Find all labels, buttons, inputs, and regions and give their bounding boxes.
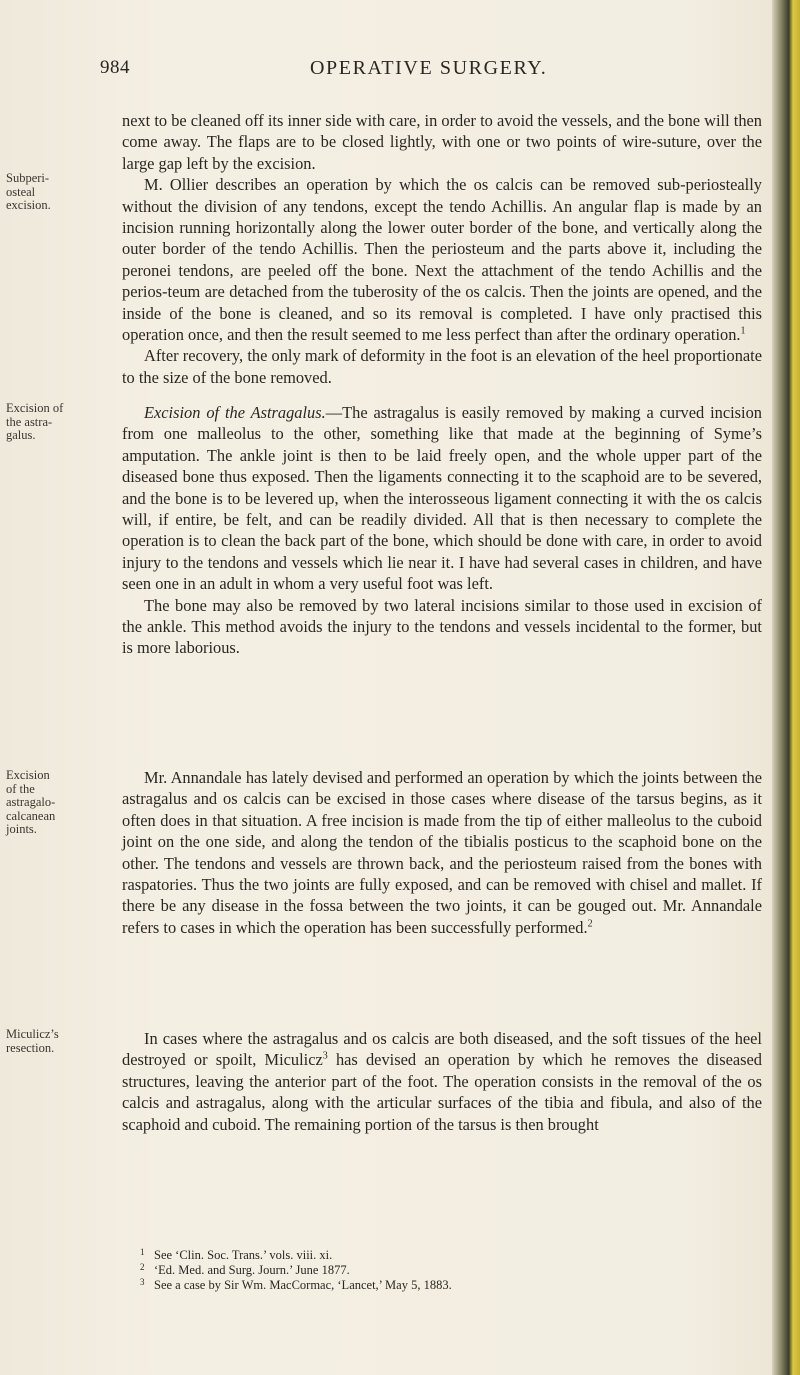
section-annandale	[122, 767, 762, 938]
paragraph: After recovery, the only mark of deformity in the foot is an elevation of the heel proportionate to the size of the bone removed.	[122, 346, 762, 387]
paragraph: The bone may also be removed by two lateral incisions similar to those used in excision of the ankle. This method avoids the injury to the tendons and vessels incidental to the former, but is more laborious.	[122, 595, 762, 658]
section-heading: Excision of the Astragalus.	[144, 403, 326, 422]
paragraph: Excision of the Astragalus.—The astragalus is easily removed by making a curved incision from one malleolus to the other, something like that made at the beginning of Syme’s amputation. The ankle joint is then to be laid freely open, and the whole upper part of the diseased bone thus exposed. Then the ligaments connecting it to the scaphoid are to be severed, and the bone is to be levered up, when the interosseous ligament connecting it with the os calcis will, if entire, be felt, and can be readily divided. All that is then necessary to complete the operation is to clean the back part of the bone, which should be done with care, in order to avoid injury to the tendons and vessels which lie near it. I have had several cases in children, and have seen one in an adult in whom a very useful foot was left.	[122, 403, 763, 594]
footnote-ref: 1	[740, 325, 746, 337]
footnotes	[140, 1248, 760, 1293]
margin-note-astragalo-calcanean: Excision of the astragalo- calcanean joints.	[6, 768, 56, 836]
page-header	[100, 57, 760, 87]
paragraph: next to be cleaned off its inner side with care, in order to avoid the vessels, and the bone will then come away. The flaps are to be closed lightly, with one or two points of wire-suture, over the large gap left by the excision.	[122, 111, 762, 173]
page-number: 984	[100, 57, 130, 78]
running-head: OPERATIVE SURGERY.	[310, 57, 548, 79]
section-astragalus	[122, 402, 762, 659]
margin-note-astragalus: Excision of the astra- galus.	[6, 401, 64, 442]
footnote-ref: 2	[587, 918, 593, 930]
paragraph: Mr. Annandale has lately devised and performed an operation by which the joints between the astragalus and os calcis can be excised in those cases where disease of the tarsus begins, as it often does in that situation. A free incision is made from the tip of either malleolus to the cuboid joint on the one side, and along the tendon of the tibialis posticus to the scaphoid bone on the other. The tendons and vessels are thrown back, and the periosteum raised from the bones with raspatories. Thus the two joints are fully exposed, and can be removed with chisel and mallet. If there be any disease in the fossa between the two joints, it can be gouged out. Mr. Annandale refers to cases in which the operation has been successfully performed.$^2$	[122, 768, 762, 937]
margin-note-subperiosteal: Subperi- osteal excision.	[6, 171, 51, 212]
footnote: 2 ‘Ed. Med. and Surg. Journ.’ June 1877.	[140, 1262, 350, 1277]
section-miculicz	[122, 1028, 762, 1135]
book-spine-edge	[772, 0, 800, 1375]
footnote: 1 See ‘Clin. Soc. Trans.’ vols. viii. xi.	[140, 1247, 333, 1262]
footnote-ref: 3	[322, 1050, 328, 1062]
footnote: 3 See a case by Sir Wm. MacCormac, ‘Lancet,’ May 5, 1883.	[140, 1277, 452, 1292]
paragraph: M. Ollier describes an operation by which the os calcis can be removed sub-periosteally without the division of any tendons, except the tendo Achillis. An angular flap is made by an incision running horizontally along the lower outer border of the bone, and vertically along the outer border of the tendo Achillis. Then the periosteum and the parts above it, including the peronei tendons, are peeled off the bone. Next the attachment of the tendo Achillis and the perios-teum are detached from the tuberosity of the os calcis. Then the joints are opened, and the inside of the bone is cleaned, and so its removal is completed. I have only practised this operation once, and then the result seemed to me less perfect than after the ordinary operation.$^1$	[122, 175, 762, 345]
margin-note-miculicz: Miculicz’s resection.	[6, 1027, 59, 1055]
paragraph: In cases where the astragalus and os calcis are both diseased, and the soft tissues of the heel destroyed or spoilt, Miculicz$^3$ has devised an operation by which he removes the diseased structures, leaving the anterior part of the foot. The operation consists in the removal of the os calcis and astragalus, along with the articular surfaces of the tibia and fibula, and also of the scaphoid and cuboid. The remaining portion of the tarsus is then brought	[122, 1029, 762, 1134]
section-calcis-end	[122, 110, 762, 388]
